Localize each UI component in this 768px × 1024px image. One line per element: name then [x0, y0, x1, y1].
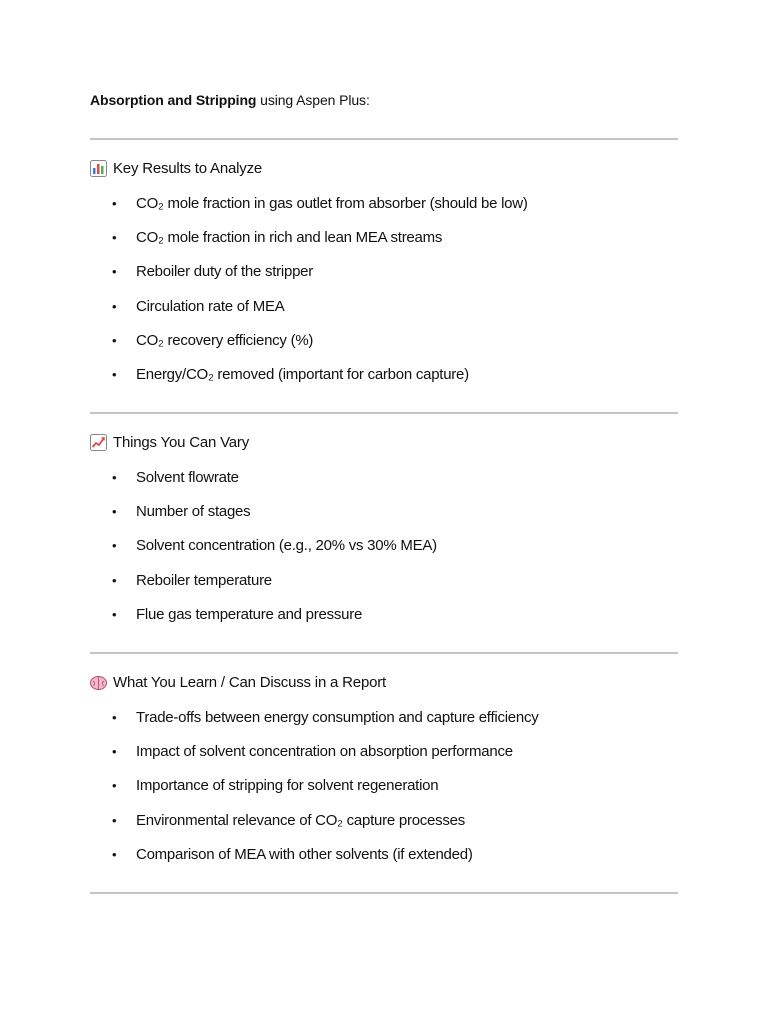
section-heading-text: What You Learn / Can Discuss in a Report: [113, 674, 386, 691]
divider-4: [90, 892, 678, 894]
list-item-text: Flue gas temperature and pressure: [136, 605, 363, 623]
document-title: [90, 92, 370, 108]
bullet: •: [112, 366, 117, 382]
list-item: [112, 606, 437, 640]
divider-2: [90, 412, 678, 414]
section-heading-key-results: [90, 160, 262, 177]
bullet: •: [112, 264, 117, 280]
bullet: •: [112, 846, 117, 862]
list-item: [112, 709, 538, 743]
divider-1: [90, 138, 678, 140]
bullet: •: [112, 332, 117, 348]
bullet: •: [112, 778, 117, 794]
list-item: [112, 812, 538, 846]
list-item: [112, 743, 538, 777]
bullet: •: [112, 298, 117, 314]
list-item: [112, 332, 528, 366]
title-bold-text: Absorption and Stripping: [90, 92, 257, 108]
list-item-text: Solvent concentration (e.g., 20% vs 30% MEA): [136, 537, 437, 555]
divider-3: [90, 652, 678, 654]
what-you-learn-list: [112, 709, 538, 880]
list-item: [112, 366, 528, 400]
bullet: •: [112, 470, 117, 485]
list-item-text: CO₂ recovery efficiency (%): [136, 331, 314, 349]
list-item: [112, 263, 528, 297]
list-item-text: Environmental relevance of CO₂ capture processes: [136, 811, 465, 829]
section-heading-text: Key Results to Analyze: [113, 160, 263, 177]
brain-icon: [90, 674, 107, 691]
bullet: •: [112, 710, 117, 725]
bullet: •: [112, 572, 117, 588]
bullet: •: [112, 230, 117, 246]
list-item-text: CO₂ mole fraction in rich and lean MEA streams: [136, 229, 443, 247]
things-you-can-vary-list: [112, 469, 437, 640]
bullet: •: [112, 606, 117, 622]
list-item: [112, 537, 437, 571]
list-item: [112, 298, 528, 332]
list-item-text: Number of stages: [136, 503, 251, 521]
list-item-text: Comparison of MEA with other solvents (if extended): [136, 845, 473, 863]
list-item-text: Importance of stripping for solvent regeneration: [136, 777, 439, 795]
bullet: •: [112, 196, 117, 211]
bullet: •: [112, 504, 117, 520]
list-item: [112, 469, 437, 503]
section-heading-things-you-can-vary: [90, 434, 249, 451]
list-item-text: Impact of solvent concentration on absorption performance: [136, 743, 513, 761]
section-heading-what-you-learn: [90, 674, 386, 691]
key-results-list: [112, 195, 528, 400]
section-heading-text: Things You Can Vary: [113, 434, 250, 451]
list-item-text: Energy/CO₂ removed (important for carbon capture): [136, 365, 469, 383]
title-rest-text: using Aspen Plus:: [256, 92, 370, 108]
list-item: [112, 572, 437, 606]
list-item: [112, 503, 437, 537]
trending-up-chart-icon: [90, 434, 107, 451]
list-item: [112, 195, 528, 229]
list-item-text: Solvent flowrate: [136, 469, 239, 486]
bar-chart-icon: [90, 160, 107, 177]
list-item-text: Circulation rate of MEA: [136, 297, 285, 315]
list-item: [112, 229, 528, 263]
bullet: •: [112, 812, 117, 828]
list-item: [112, 846, 538, 880]
list-item-text: Reboiler duty of the stripper: [136, 263, 314, 281]
list-item-text: Trade-offs between energy consumption and capture efficiency: [136, 709, 539, 726]
bullet: •: [112, 744, 117, 760]
bullet: •: [112, 538, 117, 554]
list-item-text: CO₂ mole fraction in gas outlet from absorber (should be low): [136, 195, 528, 212]
list-item-text: Reboiler temperature: [136, 571, 272, 589]
list-item: [112, 777, 538, 811]
